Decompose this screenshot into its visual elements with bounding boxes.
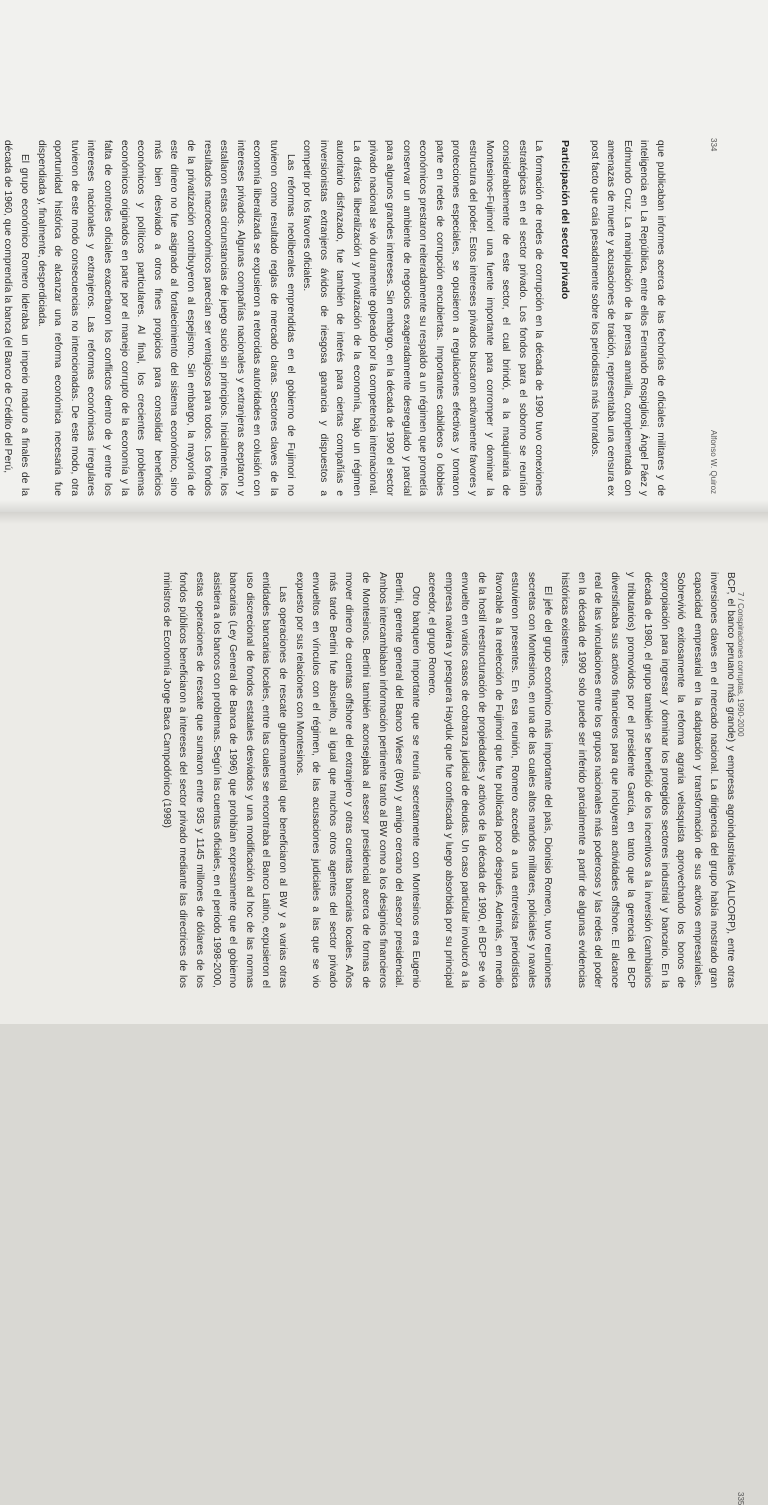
- right-page-text: [48, 572, 738, 988]
- page-number: 334: [709, 138, 718, 152]
- paragraph: BCP, el banco peruano más grande) y empresas agroindustriales (ALICORP), entre otras inversiones claves en el mercado nacional. La dirigencia del grupo había mostrado gran capacidad empresarial en la adaptación y transformación de sus activos empresariales. Sobrevivió exitosamente la reforma agraria velasquista aprovechando los bonos de expropiación para ingresar y dominar los protegidos sectores industrial y bancario. En la década de 1980, el grupo también se benefició de los incentivos a la inversión (cambiarios y tributarios) promovidos por el presidente García, en tanto que la gerencia del BCP diversificaba sus activos financieros para que incluyeran actividades offshore. El alcance real de las vinculaciones entre los grupos nacionales más poderosos y las redes del poder en la década de 1990 solo puede ser inferido parcialmente a partir de algunas evidencias históricas existentes.: [559, 572, 736, 988]
- paragraph: Las operaciones de rescate gubernamental que beneficiaron al BW y a varias otras entidades bancarias locales, entre las cuales se encontraba el Banco Latino, expusieron el uso discrecional de fondos estatales desviados y una modificación ad hoc de las normas bancarias (Ley General de Banca de 1996) que prohibían expresamente que el gobierno asistiera a los bancos con problemas. Según las cuentas oficiales, en el periodo 1998-2000, estas operaciones de rescate que sumaron entre 935 y 1145 millones de dólares de los fondos públicos beneficiaron a intereses del sector privado mediante las directrices de los ministros de Economía Jorge Baca Campodónico (1998): [160, 572, 288, 988]
- running-head: Alfonso W. Quiroz: [709, 430, 718, 495]
- paragraph: La formación de redes de corrupción en la década de 1990 tuvo conexiones estratégicas en el sector privado. Los fondos para el soborno se reunían considerablemente de este sector, el cual brindó, a la maquinaria de Montesinos-Fujimori una fuente importante para corromper y dominar la estructura del poder. Estos intereses privados buscaron activamente favores y protecciones especiales, se opusieron a regulaciones efectivas y tomaron parte en redes de corrupción encubiertas. Importantes cabildeos o lobbies económicos prestaron reiteradamente su respaldo a un régimen que prometía conservar un ambiente de negocios exageradamente desregulado y parcial para algunos grandes intereses. Sin embargo, en la década de 1990 el sector privado nacional se vio duramente golpeado por la competencia internacional. La drástica liberalización y privatización de la economía, bajo un régimen autoritario disfrazado, fue también de interés para ciertas compañías e inversionistas extranjeros ávidos de riesgosa ganancia y dispuestos a competir por los favores oficiales.: [301, 140, 545, 496]
- left-page: [0, 0, 768, 512]
- running-head: 7 / Conspiraciones corruptas, 1990-2000: [736, 592, 745, 737]
- paragraph: El jefe del grupo económico más importante del país, Dionisio Romero, tuvo reuniones secretas con Montesinos, en una de las cuales altos mandos militares, policiales y navales estuvieron presentes. En esa reunión, Romero accedió a una entrevista periodística favorable a la reelección de Fujimori que fue publicada poco después. Además, en medio de la hostil reestructuración de propiedades y activos de la década de 1990, el BCP se vio envuelto en varios casos de cobranza judicial de deudas. Un caso particular involucró a la empresa naviera y pesquera Hayduk que fue confiscada y luego absorbida por su principal acreedor, el grupo Romero.: [426, 572, 554, 988]
- page-number: 335: [736, 1492, 745, 1505]
- paragraph: que publicaban informes acerca de las fechorías de oficiales militares y de inteligencia en La República, entre ellos Fernando Rospigliosi, Ángel Páez y Edmundo Cruz. La manipulación de la prensa amarilla, complementada con amenazas de muerte y acusaciones de traición, representaba una censura ex post facto que caía pesadamente sobre los periodistas más honrados.: [588, 140, 666, 496]
- paragraph: El grupo económico Romero lideraba un imperio maduro a finales de la década de 1960, que comprendía la banca (el Banco de Crédito del Perú,: [2, 140, 31, 496]
- right-page: [0, 512, 768, 1505]
- section-heading: Participación del sector privado: [559, 140, 572, 300]
- paragraph: Otro banquero importante que se reunía secretamente con Montesinos era Eugenio Bertini, gerente general del Banco Wiese (BW) y amigo cercano del asesor presidencial. Ambos intercambiaban información pertinente tanto al BW como a los designios financieros de Montesinos. Bertini también aconsejaba al asesor presidencial acerca de formas de mover dinero de cuentas offshore del extranjero y otras cuentas bancarias locales. Años más tarde Bertini fue absuelto, al igual que muchos otros agentes del sector privado envueltos en vínculos con el régimen, de las acusaciones judiciales a las que se vio expuesto por sus relaciones con Montesinos.: [293, 572, 421, 988]
- left-page-text: [2, 140, 668, 496]
- paragraph: Las reformas neoliberales emprendidas en el gobierno de Fujimori no tuvieron como resultado reglas de mercado claras. Sectores claves de la economía liberalizada se expusieron a retorcidas autoridades en colusión con intereses privados. Algunas compañías nacionales y extranjeras aceptaron y estallaron estas circunstancias de juego sucio sin principios. Inicialmente, los resultados macroeconómicos parecían ser ventajosos para todos. Los fondos de la privatización contribuyeron al espejismo. Sin embargo, la mayoría de este dinero no fue asignado al fortalecimiento del sistema económico, sino más bien desviado a otros fines propicios para consolidar beneficios económicos y políticos particulares. Al final, los crecientes problemas económicos originados en parte por el manejo corrupto de la economía y la falta de controles oficiales exacerbaron los conflictos dentro de y entre los intereses nacionales y extranjeros. Las reformas económicas irregulares tuvieron de este modo consecuencias no intencionadas. De este modo, otra oportunidad histórica de alcanzar una reforma económica necesaria fue dispendiada y, finalmente, desperdiciada.: [35, 140, 296, 496]
